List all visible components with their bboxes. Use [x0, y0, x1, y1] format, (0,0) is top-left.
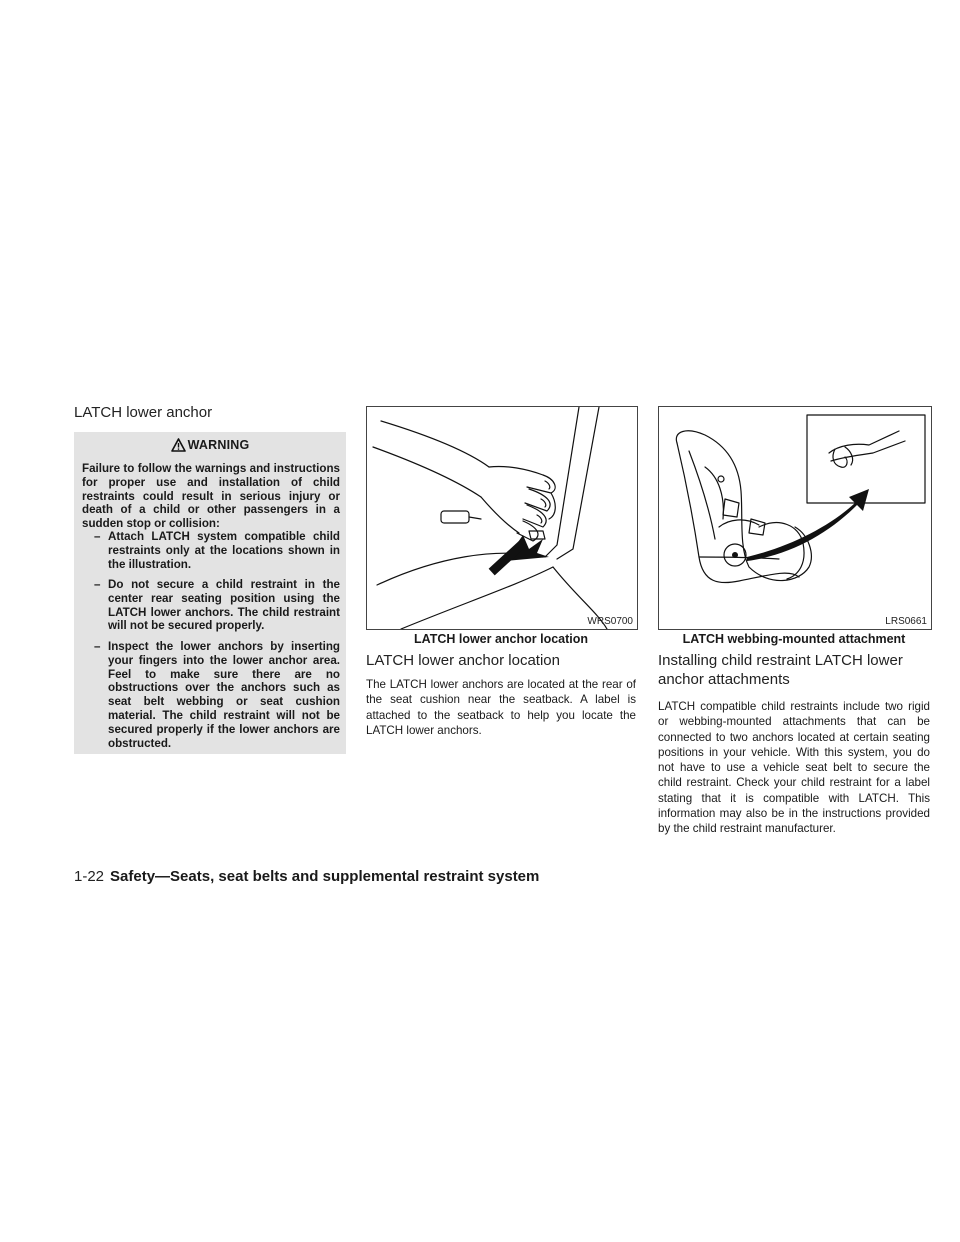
figure-id: LRS0661 [885, 616, 927, 627]
warning-item-text: Inspect the lower anchors by inserting your fingers into the lower anchor area. Feel to make sure there are no obstructions over the anchors such as seat belt webbing or seat cushion material. The child restraint will not be secured properly if the lower anchors are obstructed. [108, 640, 340, 750]
warning-item [94, 530, 340, 571]
dash-marker: – [94, 640, 101, 653]
figure-lower-anchor-location [366, 406, 638, 630]
warning-item-text: Do not secure a child restraint in the center rear seating position using the LATCH lower anchors. The child restraint will not be secured properly. [108, 578, 340, 633]
warning-header [74, 438, 346, 452]
body-paragraph: LATCH compatible child restraints include two rigid or webbing-mounted attachments that can be connected to two anchors located at certain seating positions in your vehicle. With this system, you do not have to use a vehicle seat belt to secure the child restraint. Check your child restraint for a label stating that it is compatible with LATCH. This information may also be in the instructions provided by the child restraint manufacturer. [658, 700, 930, 836]
dash-marker: – [94, 578, 101, 591]
warning-label: WARNING [187, 438, 250, 452]
figure-caption: LATCH lower anchor location [413, 632, 589, 646]
warning-intro: Failure to follow the warnings and instructions for proper use and installation of child restraints could result in serious injury or death of a child or other passengers in a sudden stop or collision: [82, 462, 340, 531]
page-footer [74, 868, 539, 885]
subsection-heading: LATCH lower anchor location [366, 652, 560, 669]
warning-box [74, 432, 346, 754]
body-paragraph: The LATCH lower anchors are located at the rear of the seat cushion near the seatback. A label is attached to the seatback to help you locate the LATCH lower anchors. [366, 678, 636, 737]
subsection-heading: Installing child restraint LATCH lower anchor attachments [658, 652, 903, 688]
webbing-attachment-illustration [659, 407, 931, 629]
page-number: 1-22 [74, 868, 105, 885]
warning-item-text: Attach LATCH system compatible child restraints only at the locations shown in the illustration. [108, 530, 340, 571]
section-title: LATCH lower anchor [74, 404, 213, 421]
figure-webbing-attachment [658, 406, 932, 630]
warning-item [94, 578, 340, 633]
lower-anchor-illustration [367, 407, 637, 629]
warning-item [94, 640, 340, 750]
dash-marker: – [94, 530, 101, 543]
chapter-title: Safety—Seats, seat belts and supplemental restraint system [110, 868, 540, 885]
figure-id: WRS0700 [587, 616, 633, 627]
warning-triangle-icon [171, 438, 186, 452]
figure-caption: LATCH webbing-mounted attachment [682, 632, 906, 646]
